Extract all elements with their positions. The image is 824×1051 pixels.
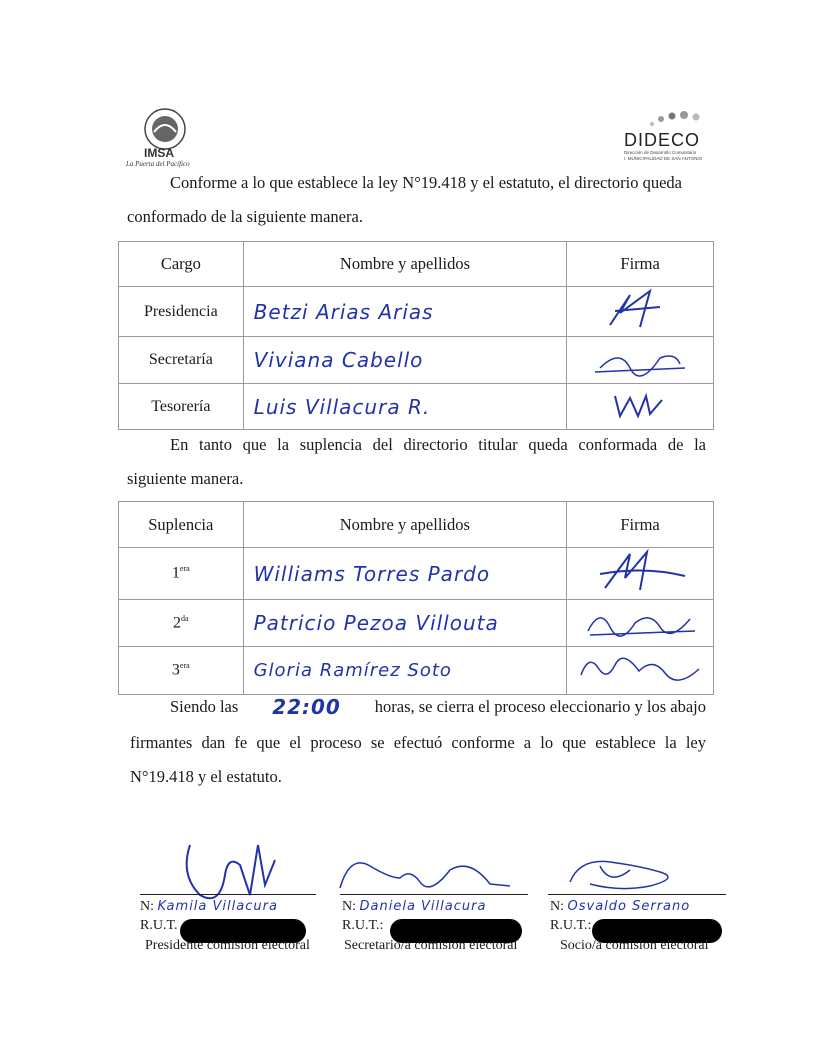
- role-label: Socio/a comisión electoral: [560, 938, 709, 953]
- header-nombre: Nombre y apellidos: [243, 502, 567, 548]
- middle-line-1-text: En tanto que la suplencia del directorio titular queda conformada de la: [170, 435, 706, 454]
- closing-line-1: [170, 690, 706, 724]
- role-label: Secretario/a comisión electoral: [344, 938, 518, 953]
- intro-line-1: Conforme a lo que establece la ley N°19.418 y el estatuto, el directorio queda: [170, 173, 682, 192]
- header-cargo: Cargo: [119, 242, 244, 287]
- handwritten-name: Patricio Pezoa Villouta: [253, 611, 499, 635]
- directorio-table: [118, 241, 714, 430]
- handwritten-name: Daniela Villacura: [359, 899, 487, 914]
- signature-line: [340, 894, 528, 895]
- ordinal-suffix: era: [179, 661, 190, 671]
- signature-cell: [567, 337, 714, 384]
- handwritten-name: Betzi Arias Arias: [253, 299, 434, 324]
- signature-icon: [585, 548, 695, 594]
- sig2-name-row: [342, 899, 486, 915]
- n-label: N:: [140, 899, 154, 914]
- ordinal-cell: [119, 600, 244, 647]
- cargo-cell: Presidencia: [119, 287, 244, 337]
- signature-line: [548, 894, 726, 895]
- handwritten-name: Viviana Cabello: [253, 348, 424, 372]
- rut-label: R.U.T.:: [342, 918, 384, 933]
- ordinal-suffix: da: [181, 613, 189, 623]
- sig1-name-row: [140, 899, 278, 915]
- signature-cell: [567, 384, 714, 430]
- signature-icon: [590, 287, 690, 331]
- imsa-tagline: La Puerta del Pacífico: [126, 160, 190, 168]
- table-row: [119, 337, 714, 384]
- ordinal-cell: [119, 548, 244, 600]
- intro-line-2: conformado de la siguiente manera.: [127, 207, 363, 226]
- header-firma: Firma: [567, 502, 714, 548]
- closing-line-2: [130, 726, 706, 760]
- imsa-logo: [120, 104, 210, 174]
- role-label: Presidente comisión electoral: [145, 938, 310, 953]
- dideco-logo: [622, 108, 712, 168]
- signature-socio-icon: [560, 852, 690, 896]
- middle-line-2: siguiente manera.: [127, 469, 244, 488]
- handwritten-name: Osvaldo Serrano: [567, 899, 691, 914]
- cargo-cell: Tesorería: [119, 384, 244, 430]
- dideco-dots-icon: [634, 108, 714, 130]
- dideco-sub1: Dirección de Desarrollo Comunitario: [624, 150, 697, 155]
- handwritten-name: Gloria Ramírez Soto: [253, 660, 452, 681]
- closing-pre: Siendo las: [170, 697, 239, 716]
- rut-label: R.U.T.:: [550, 918, 592, 933]
- signature-cell: [567, 647, 714, 695]
- ordinal-suffix: era: [179, 564, 190, 574]
- signature-icon: [580, 601, 700, 641]
- signature-secretary-icon: [330, 848, 520, 900]
- sig3-name-row: [550, 899, 690, 915]
- closing-post: horas, se cierra el proceso eleccionario y los abajo: [374, 697, 706, 716]
- handwritten-name: Kamila Villacura: [157, 899, 278, 914]
- closing-time: 22:00: [272, 695, 341, 719]
- signature-cell: [567, 548, 714, 600]
- n-label: N:: [342, 899, 356, 914]
- cargo-cell: Secretaría: [119, 337, 244, 384]
- n-label: N:: [550, 899, 564, 914]
- signature-line: [140, 894, 316, 895]
- table-row: [119, 287, 714, 337]
- table-row: [119, 647, 714, 695]
- header-firma: Firma: [567, 242, 714, 287]
- table-row: [119, 600, 714, 647]
- handwritten-name: Williams Torres Pardo: [253, 561, 491, 586]
- header-nombre: Nombre y apellidos: [243, 242, 567, 287]
- signature-icon: [575, 647, 705, 689]
- suplencia-table: [118, 501, 714, 695]
- signature-icon: [590, 384, 690, 424]
- middle-line-1: [170, 428, 706, 462]
- signature-cell: [567, 287, 714, 337]
- closing-line-3: N°19.418 y el estatuto.: [130, 767, 282, 786]
- closing-line-2-text: firmantes dan fe que el proceso se efectuó conforme a lo que establece la ley: [130, 733, 706, 752]
- handwritten-name: Luis Villacura R.: [253, 394, 431, 419]
- table-row: [119, 548, 714, 600]
- imsa-logo-text: IMSA: [144, 146, 174, 160]
- ordinal-number: 2: [173, 614, 182, 632]
- header-suplencia: Suplencia: [119, 502, 244, 548]
- ordinal-number: 1: [171, 564, 180, 582]
- dideco-logo-text: DIDECO: [624, 130, 701, 150]
- rut-label: R.U.T.: [140, 918, 178, 933]
- dideco-sub2: I. MUNICIPALIDAD DE SAN ANTONIO: [624, 156, 703, 161]
- ordinal-number: 3: [171, 661, 180, 679]
- signature-cell: [567, 600, 714, 647]
- signature-icon: [590, 338, 690, 378]
- ordinal-cell: [119, 647, 244, 695]
- table-row: [119, 384, 714, 430]
